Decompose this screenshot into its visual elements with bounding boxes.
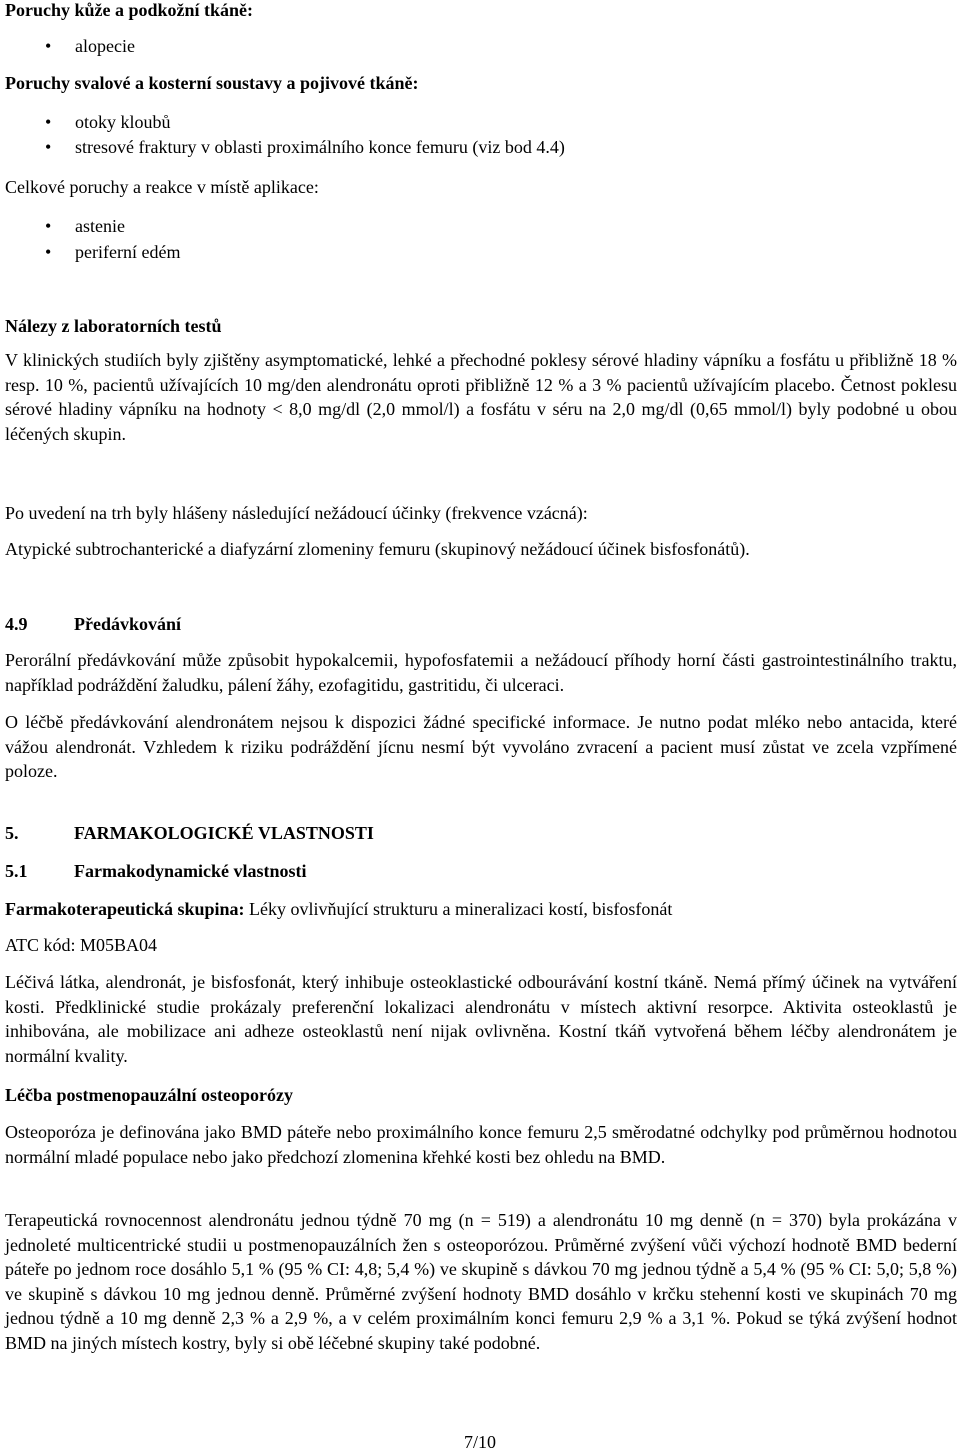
lab-findings-heading: Nálezy z laboratorních testů	[5, 316, 222, 336]
pharmacology-heading	[5, 821, 957, 846]
postmarketing-item: Atypické subtrochanterické a diafyzární zlomeniny femuru (skupinový nežádoucí účinek bisfosfonátů).	[5, 539, 750, 559]
section-title: Předávkování	[74, 614, 182, 634]
bullet-icon: •	[45, 242, 52, 262]
list-item: alopecie	[75, 36, 135, 56]
general-disorders-heading: Celkové poruchy a reakce v místě aplikace:	[5, 177, 319, 197]
list-item: astenie	[75, 216, 125, 236]
overdose-paragraph-1: Perorální předávkování může způsobit hypokalcemii, hypofosfatemii a nežádoucí příhody horní části gastrointestinálního traktu, například podráždění žaludku, pálení žáhy, ezofagitidu, gastritidu, či ulceraci.	[5, 650, 957, 695]
postmenopausal-heading: Léčba postmenopauzální osteoporózy	[5, 1085, 293, 1105]
bullet-icon: •	[45, 137, 52, 157]
atc-code: ATC kód: M05BA04	[5, 935, 158, 955]
mechanism-paragraph: Léčivá látka, alendronát, je bisfosfonát, který inhibuje osteoklastické odbourávání kostní tkáně. Nemá přímý účinek na vytváření kosti. Předklinické studie prokázaly preferenční lokalizaci alendronátu v místech aktivní resorpce. Aktivita osteoklastů je inhibována, ale mobilizace ani adheze osteoklastů není nijak ovlivněna. Kostní tkáň vytvořená během léčby alendronátem je normální kvality.	[5, 972, 957, 1066]
pharmacodynamics-heading	[5, 859, 957, 884]
bullet-icon: •	[45, 216, 52, 236]
overdose-heading	[5, 612, 957, 637]
section-title: FARMAKOLOGICKÉ VLASTNOSTI	[74, 823, 374, 843]
postmarketing-intro: Po uvedení na trh byly hlášeny následující nežádoucí účinky (frekvence vzácná):	[5, 503, 588, 523]
list-item: periferní edém	[75, 242, 181, 262]
list-item: stresové fraktury v oblasti proximálního konce femuru (viz bod 4.4)	[75, 137, 565, 157]
skin-disorders-heading: Poruchy kůže a podkožní tkáně:	[5, 0, 254, 20]
section-title: Farmakodynamické vlastnosti	[74, 861, 307, 881]
page-number: 7/10	[463, 1432, 496, 1452]
overdose-paragraph-2: O léčbě předávkování alendronátem nejsou k dispozici žádné specifické informace. Je nutno podat mléko nebo antacida, které vážou alendronát. Vzhledem k riziku podráždění jícnu nesmí být vyvoláno zvracení a pacient musí zůstat ve zcela vzpřímené poloze.	[5, 712, 957, 782]
bullet-icon: •	[45, 36, 52, 56]
section-number: 5.	[5, 823, 19, 843]
pharmacotherapeutic-group	[5, 897, 957, 922]
section-number: 4.9	[5, 614, 28, 634]
musculoskeletal-heading: Poruchy svalové a kosterní soustavy a pojivové tkáně:	[5, 73, 419, 93]
section-number: 5.1	[5, 861, 28, 881]
group-label: Farmakoterapeutická skupina:	[5, 899, 245, 919]
postmenopausal-paragraph-2: Terapeutická rovnocennost alendronátu jednou týdně 70 mg (n = 519) a alendronátu 10 mg denně (n = 370) byla prokázána v jednoleté multicentrické studii u postmenopauzálních žen s osteoporózou. Průměrné zvýšení vůči výchozí hodnotě BMD bederní páteře po jednom roce dosáhlo 5,1 % (95 % CI: 4,8; 5,4 %) ve skupině s dávkou 70 mg jednou týdně a 5,4 % (95 % CI: 5,0; 5,8 %) ve skupině s dávkou 10 mg jednou denně. Průměrné zvýšení hodnoty BMD dosáhlo v krčku stehenní kosti ve skupinách 70 mg jednou týdně a 10 mg denně 2,3 % a 2,9 %, a v celém proximálním konci femuru 2,9 % a 3,1 %. Pokud se týká zvýšení hodnot BMD na jiných místech kostry, byly si obě léčebné skupiny také podobné.	[5, 1210, 957, 1353]
group-value: Léky ovlivňující strukturu a mineralizaci kostí, bisfosfonát	[244, 899, 673, 919]
bullet-icon: •	[45, 112, 52, 132]
lab-findings-paragraph: V klinických studiích byly zjištěny asymptomatické, lehké a přechodné poklesy sérové hladiny vápníku a fosfátu u přibližně 18 % resp. 10 %, pacientů užívajících 10 mg/den alendronátu oproti přibližně 12 % a 3 % pacientů užívajícím placebo. Četnost poklesu sérové hladiny vápníku na hodnoty < 8,0 mg/dl (2,0 mmol/l) a fosfátu v séru na 2,0 mg/dl (0,65 mmol/l) byly podobné u obou léčených skupin.	[5, 350, 957, 444]
list-item: otoky kloubů	[75, 112, 171, 132]
postmenopausal-paragraph-1: Osteoporóza je definována jako BMD páteře nebo proximálního konce femuru 2,5 směrodatné odchylky pod průměrnou hodnotou normální mladé populace nebo jako předchozí zlomenina křehké kosti bez ohledu na BMD.	[5, 1122, 957, 1167]
